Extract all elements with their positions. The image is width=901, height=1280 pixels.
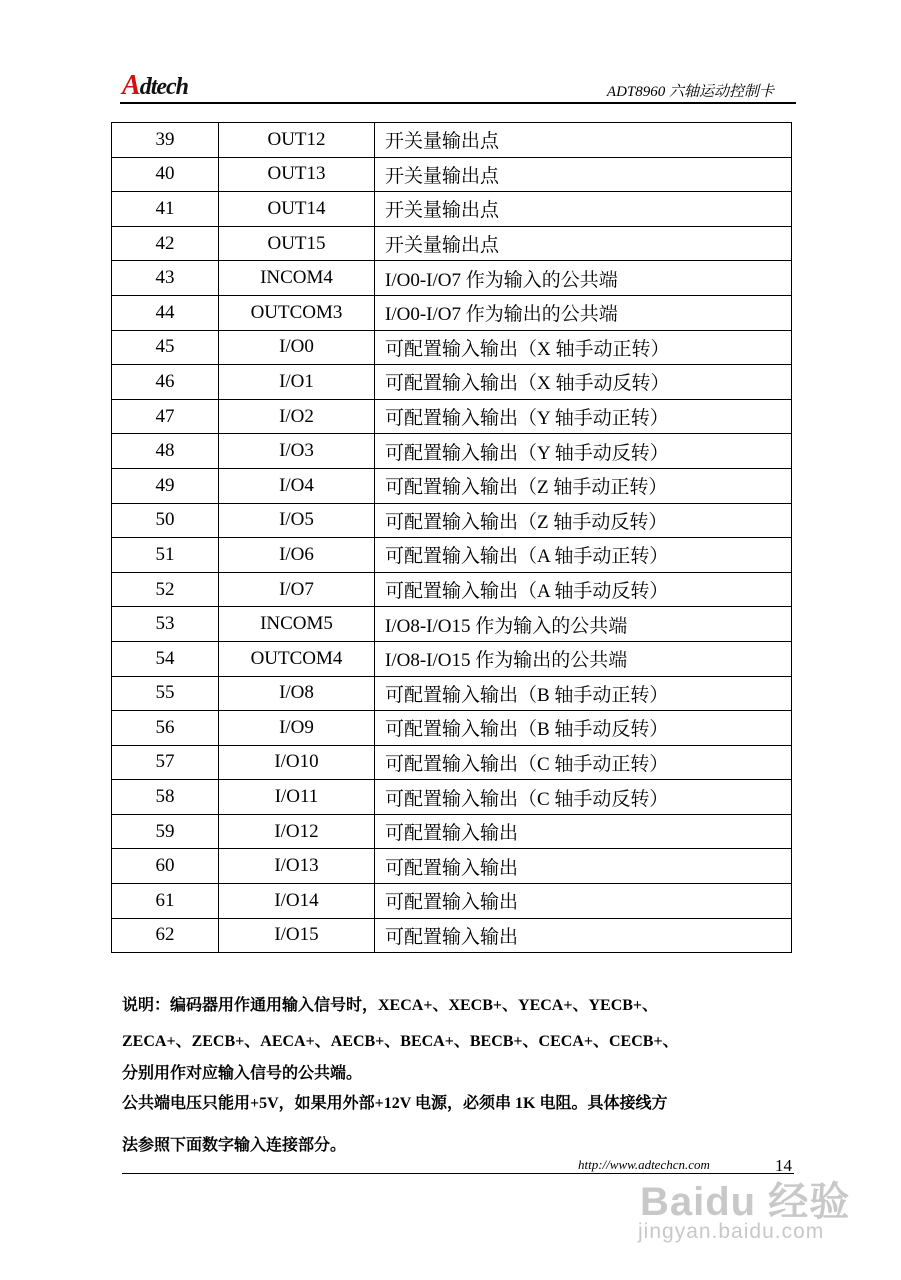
description-cell: 可配置输入输出（A 轴手动正转） [375,538,792,573]
signal-name-cell: I/O7 [219,572,375,607]
note-line-4: 公共端电压只能用+5V，如果用外部+12V 电源，必须串 1K 电阻。具体接线方 [122,1095,668,1112]
signal-name-cell: OUT15 [219,226,375,261]
pin-number-cell: 60 [112,849,219,884]
description-cell: 开关量输出点 [375,192,792,227]
pin-number-cell: 55 [112,676,219,711]
description-cell: I/O0-I/O7 作为输出的公共端 [375,295,792,330]
description-cell: 可配置输入输出 [375,884,792,919]
description-cell: 可配置输入输出 [375,918,792,953]
pin-number-cell: 54 [112,641,219,676]
pin-number-cell: 56 [112,711,219,746]
signal-name-cell: I/O11 [219,780,375,815]
table-row [112,123,792,158]
signal-name-cell: I/O10 [219,745,375,780]
pin-number-cell: 44 [112,295,219,330]
pin-number-cell: 49 [112,468,219,503]
pin-number-cell: 45 [112,330,219,365]
table-row [112,295,792,330]
description-cell: 可配置输入输出（Y 轴手动反转） [375,434,792,469]
signal-name-cell: I/O4 [219,468,375,503]
description-cell: 开关量输出点 [375,157,792,192]
io-pin-table [111,122,792,953]
note-line-5: 法参照下面数字输入连接部分。 [122,1137,347,1154]
signal-name-cell: I/O14 [219,884,375,919]
table-row [112,261,792,296]
pin-number-cell: 42 [112,226,219,261]
description-cell: I/O8-I/O15 作为输入的公共端 [375,607,792,642]
signal-name-cell: I/O13 [219,849,375,884]
signal-name-cell: I/O3 [219,434,375,469]
table-row [112,399,792,434]
signal-name-cell: OUT13 [219,157,375,192]
signal-name-cell: I/O15 [219,918,375,953]
signal-name-cell: INCOM4 [219,261,375,296]
pin-number-cell: 52 [112,572,219,607]
pin-number-cell: 51 [112,538,219,573]
pin-number-cell: 61 [112,884,219,919]
table-row [112,918,792,953]
signal-name-cell: I/O8 [219,676,375,711]
table-row [112,676,792,711]
header-title: ADT8960 六轴运动控制卡 [606,84,774,100]
pin-number-cell: 43 [112,261,219,296]
table-row [112,330,792,365]
table-row [112,365,792,400]
table-row [112,226,792,261]
baidu-watermark [638,1170,851,1243]
table-row [112,192,792,227]
pin-number-cell: 47 [112,399,219,434]
description-cell: 可配置输入输出（C 轴手动反转） [375,780,792,815]
note-line-2: ZECA+、ZECB+、AECA+、AECB+、BECA+、BECB+、CECA+、CECB+、 [122,1033,679,1050]
table-row [112,572,792,607]
signal-name-cell: INCOM5 [219,607,375,642]
signal-name-cell: OUT12 [219,123,375,158]
description-cell: I/O8-I/O15 作为输出的公共端 [375,641,792,676]
signal-name-cell: I/O1 [219,365,375,400]
description-cell: 可配置输入输出（B 轴手动正转） [375,676,792,711]
table-row [112,607,792,642]
note-line-3: 分别用作对应输入信号的公共端。 [122,1065,363,1082]
pin-number-cell: 48 [112,434,219,469]
signal-name-cell: I/O9 [219,711,375,746]
pin-number-cell: 50 [112,503,219,538]
pin-number-cell: 40 [112,157,219,192]
signal-name-cell: OUTCOM4 [219,641,375,676]
table-row [112,538,792,573]
pin-number-cell: 62 [112,918,219,953]
table-row [112,814,792,849]
pin-number-cell: 41 [112,192,219,227]
signal-name-cell: I/O5 [219,503,375,538]
pin-number-cell: 58 [112,780,219,815]
description-cell: 可配置输入输出（Z 轴手动正转） [375,468,792,503]
pin-number-cell: 46 [112,365,219,400]
watermark-brand: Baidu 经验 [640,1180,851,1224]
signal-name-cell: OUTCOM3 [219,295,375,330]
table-row [112,157,792,192]
description-cell: 可配置输入输出 [375,814,792,849]
table-row [112,434,792,469]
pin-number-cell: 53 [112,607,219,642]
signal-name-cell: OUT14 [219,192,375,227]
description-cell: 可配置输入输出（C 轴手动正转） [375,745,792,780]
description-cell: 可配置输入输出（X 轴手动反转） [375,365,792,400]
footer-url[interactable]: http://www.adtechcn.com [578,1157,710,1172]
description-cell: I/O0-I/O7 作为输入的公共端 [375,261,792,296]
pin-number-cell: 39 [112,123,219,158]
description-cell: 可配置输入输出 [375,849,792,884]
table-row [112,849,792,884]
note-line-1: 说明：编码器用作通用输入信号时，XECA+、XECB+、YECA+、YECB+、 [122,997,659,1014]
watermark-url: jingyan.baidu.com [638,1220,825,1243]
description-cell: 可配置输入输出（B 轴手动反转） [375,711,792,746]
table-row [112,503,792,538]
pin-number-cell: 57 [112,745,219,780]
table-row [112,468,792,503]
description-cell: 可配置输入输出（Z 轴手动反转） [375,503,792,538]
table-row [112,780,792,815]
table-row [112,884,792,919]
table-row [112,711,792,746]
description-cell: 可配置输入输出（Y 轴手动正转） [375,399,792,434]
description-cell: 可配置输入输出（X 轴手动正转） [375,330,792,365]
signal-name-cell: I/O12 [219,814,375,849]
adtech-logo: Adtech [122,70,189,101]
page-header [120,68,796,104]
signal-name-cell: I/O6 [219,538,375,573]
description-cell: 开关量输出点 [375,123,792,158]
page-number: 14 [775,1156,792,1175]
signal-name-cell: I/O2 [219,399,375,434]
signal-name-cell: I/O0 [219,330,375,365]
description-cell: 开关量输出点 [375,226,792,261]
table-row [112,745,792,780]
description-cell: 可配置输入输出（A 轴手动反转） [375,572,792,607]
pin-number-cell: 59 [112,814,219,849]
table-row [112,641,792,676]
